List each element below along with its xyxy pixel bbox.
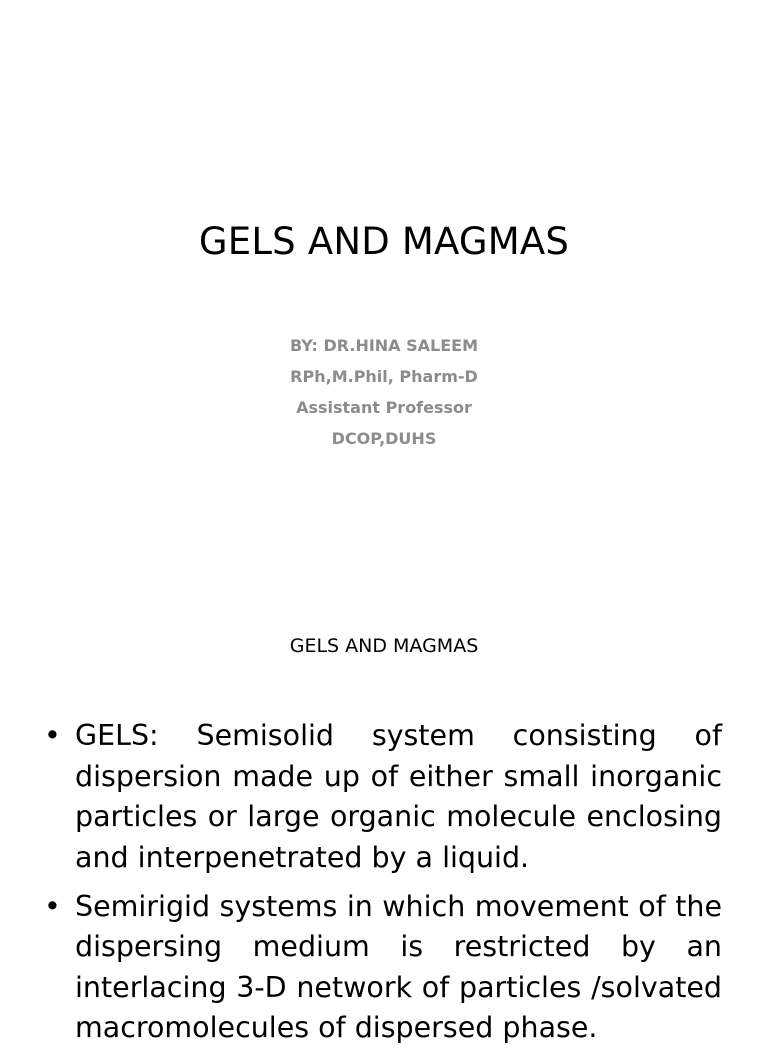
bullet-icon: • [44,719,61,752]
bullet-text: Semirigid systems in which movement of the dispersing medium is restricted by an interlacing 3-D network of particles /solvated macromolecules of dispersed phase. [75,889,722,1044]
content-slide [0,576,768,1044]
bullet-icon: • [44,889,61,923]
author-line: BY: DR.HINA SALEEM [289,336,479,355]
presentation-title: GELS AND MAGMAS [198,220,570,263]
bullet-item [44,716,722,878]
position-line: Assistant Professor [296,398,472,417]
bullet-list [44,716,722,1057]
institution-line: DCOP,DUHS [331,429,437,448]
slide-heading: GELS AND MAGMAS [289,635,479,657]
bullet-text: GELS: Semisolid system consisting of dispersion made up of either small inorganic particles or large organic molecule enclosing and interpenetrated by a liquid. [75,719,722,874]
credentials-line: RPh,M.Phil, Pharm-D [290,367,478,386]
author-info [0,330,768,454]
bullet-item [44,887,722,1049]
